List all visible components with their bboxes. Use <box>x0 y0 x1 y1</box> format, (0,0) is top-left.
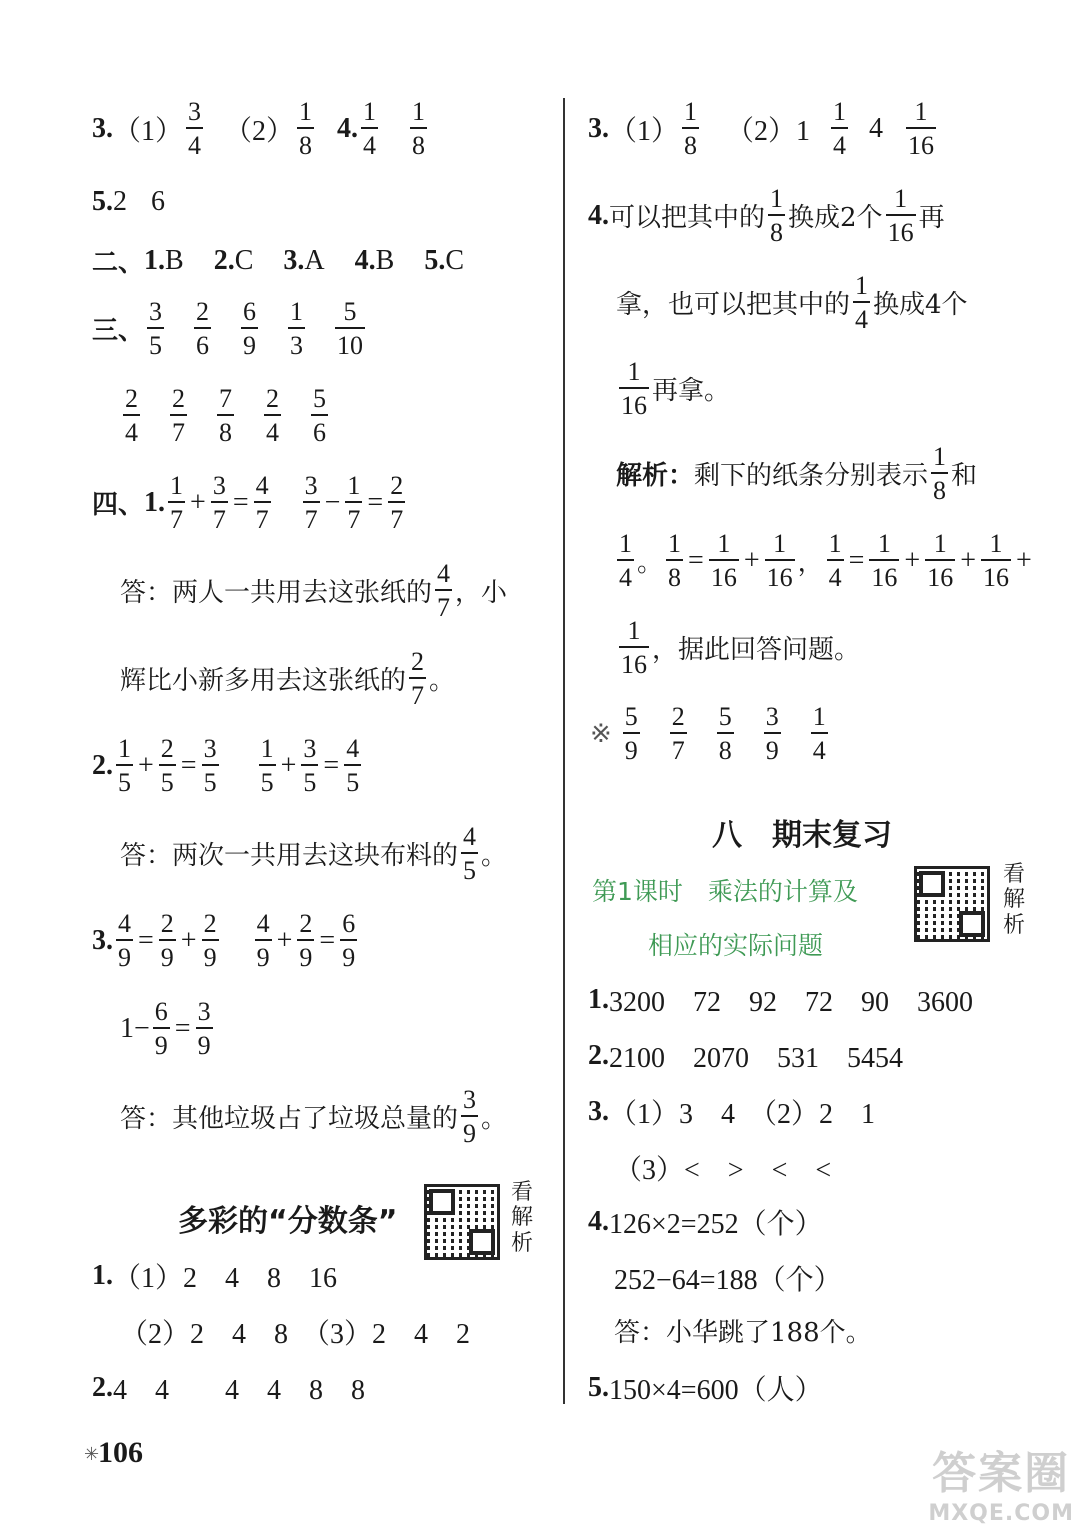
fraction: $\frac{2}{4}$ <box>125 384 138 447</box>
fraction: $\frac{5}{10}$ <box>337 297 364 360</box>
left-line-3: 二、 1. B 2. C 3. A 4. B 5. C <box>92 244 464 278</box>
left-line-4: 三、 $\frac{3}{5}$ $\frac{2}{6}$ $\frac{6}{9}$ $\frac{1}{3}$ $\frac{5}{10}$ <box>92 297 364 360</box>
right-line-3: 拿，也可以把其中的 $\frac{1}{4}$ 换成4个 <box>616 271 968 334</box>
right-line-10: 2. 2100 2070 531 5454 <box>588 1040 904 1074</box>
right-line-8: ※ $\frac{5}{9}$ $\frac{2}{7}$ $\frac{5}{8}$ $\frac{3}{9}$ $\frac{1}{4}$ <box>590 702 826 765</box>
right-line-6: $\frac{1}{4}$ 。 $\frac{1}{8}$ = $\frac{1}{16}$ + $\frac{1}{16}$ ， $\frac{1}{4}$ = $\frac{1}{16}$ + $\frac{1}{16}$ + $\frac{1}{16}$ + <box>619 529 1032 592</box>
fraction: $\frac{3}{5}$ <box>149 297 163 360</box>
right-line-5: 解析： 剩下的纸条分别表示 $\frac{1}{8}$ 和 <box>616 442 978 505</box>
right-line-9: 1. 3200 72 92 72 90 3600 <box>588 984 974 1018</box>
qr-label: 看 解 析 <box>510 1180 533 1256</box>
column-divider <box>563 98 565 1404</box>
right-line-11: 3. （1）3 4 （2）2 1 <box>588 1096 876 1130</box>
fraction: $\frac{1}{8}$ <box>299 97 313 160</box>
left-line-15: （2）2 4 8 （3）2 4 2 <box>120 1319 471 1350</box>
fraction: $\frac{1}{4}$ <box>363 97 377 160</box>
right-line-15: 答：小华跳了188个。 <box>614 1318 872 1348</box>
qr-code-icon[interactable] <box>914 866 990 942</box>
left-line-13: 答：其他垃圾占了垃圾总量的 $\frac{3}{9}$ 。 <box>120 1085 508 1148</box>
right-line-12: （3）< > < < <box>614 1155 832 1186</box>
fraction: $\frac{2}{4}$ <box>266 384 279 447</box>
right-line-16: 5. 150×4=600（人） <box>588 1372 823 1406</box>
lesson-title-line-2: 相应的实际问题 <box>648 931 824 960</box>
right-line-13: 4. 126×2=252（个） <box>588 1206 823 1240</box>
left-line-8: 辉比小新多用去这张纸的 $\frac{2}{7}$ 。 <box>120 647 456 710</box>
fraction: $\frac{3}{4}$ <box>188 97 202 160</box>
fraction: $\frac{1}{8}$ <box>412 97 426 160</box>
qr-label: 看 解 析 <box>1002 862 1025 938</box>
fraction: $\frac{7}{8}$ <box>219 384 232 447</box>
left-line-12: 1− $\frac{6}{9}$ = $\frac{3}{9}$ <box>120 997 211 1060</box>
left-line-10: 答：两次一共用去这块布料的 $\frac{4}{5}$ 。 <box>120 822 508 885</box>
right-line-14: 252−64=188（个） <box>614 1265 842 1296</box>
fraction: $\frac{2}{7}$ <box>172 384 185 447</box>
left-line-7: 答：两人一共用去这张纸的 $\frac{4}{7}$ ，小 <box>120 559 508 622</box>
left-line-16: 2. 4 4 4 4 8 8 <box>92 1372 366 1406</box>
fraction: $\frac{2}{6}$ <box>196 297 210 360</box>
page-number: 106 <box>98 1436 143 1469</box>
left-line-9: 2. $\frac{1}{5}$ + $\frac{2}{5}$ = $\frac{3}{5}$ $\frac{1}{5}$ + $\frac{3}{5}$ = $\frac{4}{5}$ <box>92 734 360 797</box>
right-line-1: 3. （1） $\frac{1}{8}$ （2）1 $\frac{1}{4}$ 4 $\frac{1}{16}$ <box>588 97 935 160</box>
fraction: $\frac{5}{6}$ <box>313 384 326 447</box>
right-line-7: $\frac{1}{16}$ ，据此回答问题。 <box>621 616 861 679</box>
left-line-2: 5. 2 6 <box>92 186 165 217</box>
watermark: 答案圈 MXQE.COM <box>928 1448 1074 1526</box>
lesson-title: 第1课时 乘法的计算及 <box>592 877 858 906</box>
section-title-final-review: 八 期末复习 <box>712 818 892 853</box>
right-line-4: $\frac{1}{16}$ 再拿。 <box>621 357 731 420</box>
fraction: $\frac{6}{9}$ <box>243 297 257 360</box>
left-line-6: 四、 1. $\frac{1}{7}$ + $\frac{3}{7}$ = $\frac{4}{7}$ $\frac{3}{7}$ − $\frac{1}{7}$ = $\frac{2}{7}$ <box>92 471 404 534</box>
right-line-2: 4. 可以把其中的 $\frac{1}{8}$ 换成2个 $\frac{1}{16}$ 再 <box>588 184 945 247</box>
star-icon: ✳ <box>84 1444 100 1465</box>
left-line-1: 3. （1） $\frac{3}{4}$ （2） $\frac{1}{8}$ 4. $\frac{1}{4}$ $\frac{1}{8}$ <box>92 97 426 160</box>
left-line-11: 3. $\frac{4}{9}$ = $\frac{2}{9}$ + $\frac{2}{9}$ $\frac{4}{9}$ + $\frac{2}{9}$ = $\frac{6}{9}$ <box>92 909 356 972</box>
qr-code-icon[interactable] <box>424 1184 500 1260</box>
fraction: $\frac{1}{3}$ <box>290 297 304 360</box>
left-line-5 <box>120 385 331 446</box>
left-line-14: 1. （1）2 4 8 16 <box>92 1260 338 1294</box>
section-title-fraction-strips: 多彩的“分数条” <box>178 1204 398 1239</box>
